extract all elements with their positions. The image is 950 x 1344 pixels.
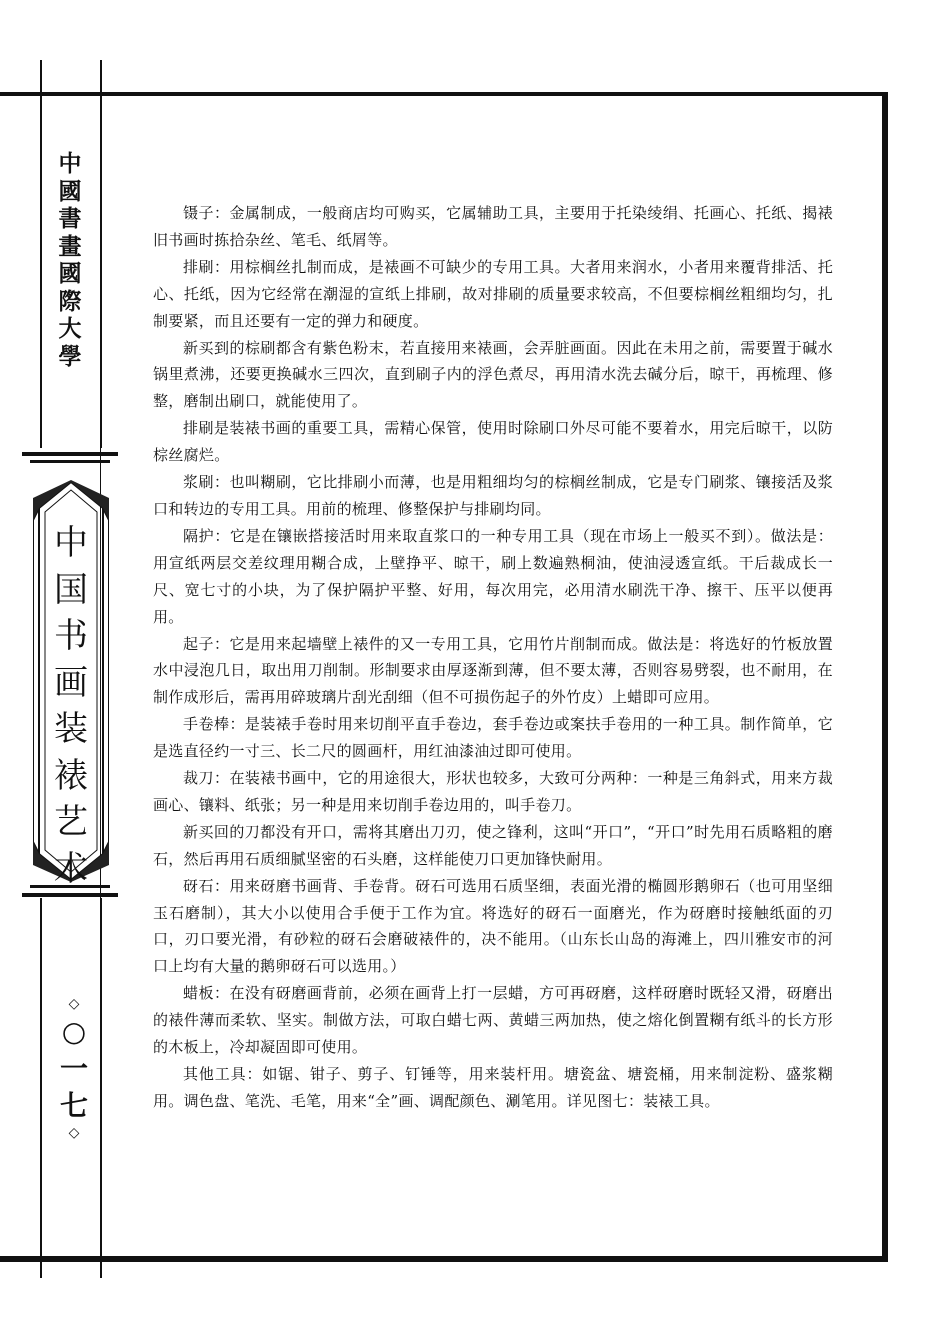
spine-line-left-top [40,60,42,448]
paragraph: 裁刀：在装裱书画中，它的用途很大，形状也较多，大致可分两种：一种是三角斜式，用来方裁画心、镶料、纸张；另一种是用来切削手卷边用的，叫手卷刀。 [153,769,833,814]
university-char: 中 [58,150,82,177]
page-number-digit: 一 [59,1052,88,1085]
diamond-icon: ◇ [68,996,80,1012]
spine-bar [22,893,118,897]
page-number [56,995,92,1142]
book-title-char: 术 [54,848,88,889]
paragraph: 砑石：用来砑磨书画背、手卷背。砑石可选用石质坚细，表面光滑的椭圆形鹅卵石（也可用坚细玉石磨制），其大小以使用合手便于工作为宜。将选好的砑石一面磨光，作为砑磨时接触纸面的刃口，刃口要光滑，有砂粒的砑石会磨破裱件的，决不能用。（山东长山岛的海滩上，四川雅安市的河口上均有大量的鹅卵砑石可以选用。） [153,876,833,976]
page-number-digit: 七 [59,1089,88,1122]
book-title-char: 艺 [54,802,88,842]
spine-line-right-bottom [100,898,102,1278]
paragraph: 新买回的刀都没有开口，需将其磨出刀刃，使之锋利，这叫“开口”，“开口”时先用石质略粗的磨石，然后再用石质细腻坚密的石头磨，这样能使刀口更加锋快耐用。 [153,822,833,868]
paragraph: 排刷是装裱书画的重要工具，需精心保管，使用时除刷口外尽可能不要着水，用完后晾干，以防棕丝腐烂。 [153,419,833,465]
university-char: 書 [58,205,82,232]
book-title-char: 中 [54,523,88,563]
spine-bar [22,452,118,456]
title-plaque [33,480,109,889]
spine-line-left-bottom [40,898,42,1278]
university-char: 國 [58,260,82,287]
university-char: 際 [58,287,82,315]
paragraph: 浆刷：也叫糊刷，它比排刷小而薄，也是用粗细均匀的棕榈丝制成，它是专门刷浆、镶接活及浆口和转边的专用工具。用前的梳理、修整保护与排刷均同。 [153,473,833,518]
diamond-icon: ◇ [68,1125,80,1141]
university-name [50,150,90,370]
book-title-char: 装 [54,709,88,749]
paragraph: 排刷：用棕榈丝扎制而成，是裱画不可缺少的专用工具。大者用来润水，小者用来覆背排活、托心、托纸，因为它经常在潮湿的宣纸上排刷，故对排刷的质量要求较高，不但要棕榈丝粗细均匀，扎制要紧，而且还要有一定的弹力和硬度。 [153,257,833,330]
university-char: 學 [58,342,82,370]
book-title-char: 裱 [54,755,88,796]
spine-bar [30,460,110,463]
university-char: 國 [58,177,82,205]
university-char: 大 [58,315,82,342]
paragraph: 隔护：它是在镶嵌搭接活时用来取直浆口的一种专用工具（现在市场上一般买不到）。做法是：用宣纸两层交差纹理用糊合成，上壁挣平、晾干，刷上数遍熟桐油，使油浸透宣纸。干后裁成长一尺、宽七寸的小块，为了保护隔护平整、好用，每次用完，必用清水刷洗干净、擦干、压平以便再用。 [153,526,833,626]
book-title-char: 书 [54,616,88,656]
body-text [153,200,833,1115]
book-title-char: 画 [54,662,88,703]
page-number-digit: ○ [61,1015,87,1048]
paragraph: 镊子：金属制成，一般商店均可购买，它属辅助工具，主要用于托染绫绢、托画心、托纸、揭裱旧书画时拣拾杂丝、笔毛、纸屑等。 [153,204,833,249]
paragraph: 新买到的棕刷都含有紫色粉末，若直接用来裱画，会弄脏画面。因此在未用之前，需要置于碱水锅里煮沸，还要更换碱水三四次，直到刷子内的浮色煮尽，再用清水洗去碱分后，晾干，再梳理、修整，磨制出刷口，就能使用了。 [153,338,833,411]
paragraph: 蜡板：在没有砑磨画背前，必须在画背上打一层蜡，方可再砑磨，这样砑磨时既轻又滑，砑磨出的裱件薄而柔软、坚实。制做方法，可取白蜡七两、黄蜡三两加热，使之熔化倒置糊有纸斗的长方形的木板上，冷却凝固即可使用。 [153,984,833,1057]
book-title-char: 国 [54,569,88,610]
university-char: 畫 [58,232,82,260]
paragraph: 其他工具：如锯、钳子、剪子、钉锤等，用来装杆用。塘瓷盆、塘瓷桶，用来制淀粉、盛浆糊用。调色盘、笔洗、毛笔，用来“全”画、调配颜色、涮笔用。详见图七：装裱工具。 [153,1065,833,1110]
paragraph: 手卷棒：是装裱手卷时用来切削平直手卷边，套手卷边或案扶手卷用的一种工具。制作简单，它是选直径约一寸三、长二尺的圆画杆，用红油漆油过即可使用。 [153,715,833,761]
spine-line-right-top [100,60,102,448]
paragraph: 起子：它是用来起墙壁上裱件的又一专用工具，它用竹片削制而成。做法是：将选好的竹板放置水中浸泡几日，取出用刀削制。形制要求由厚逐渐到薄，但不要太薄，否则容易劈裂，也不耐用，在制作成形后，需再用碎玻璃片刮光刮细（但不可损伤起子的外竹皮）上蜡即可应用。 [153,634,833,707]
book-title [33,520,109,892]
